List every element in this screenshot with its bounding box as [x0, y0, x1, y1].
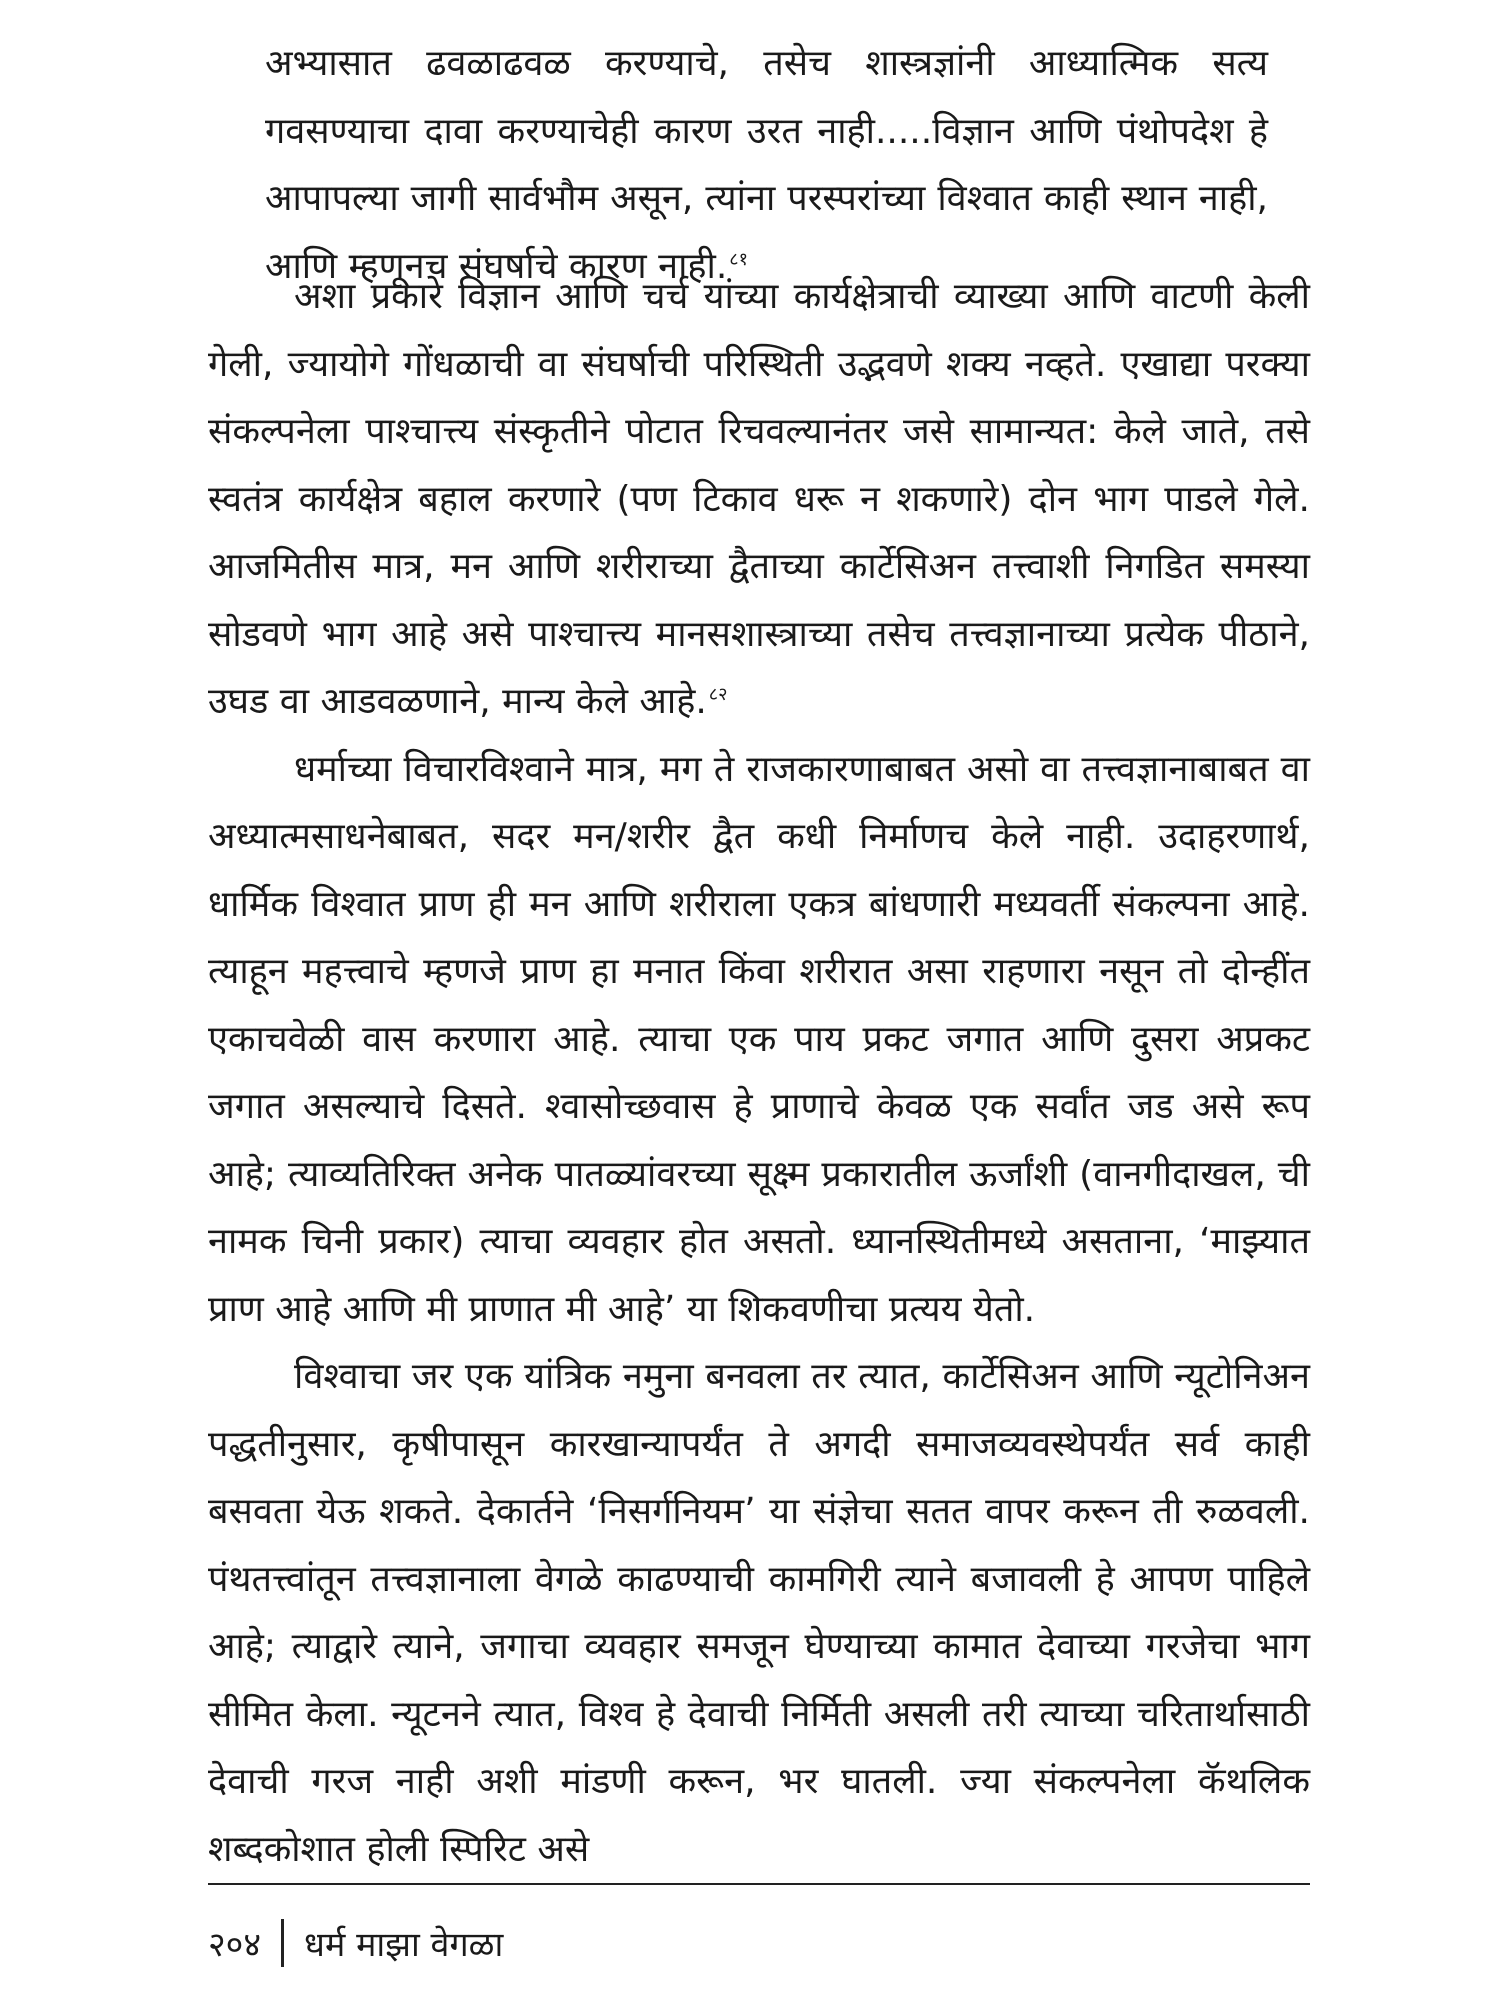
quote-text: अभ्यासात ढवळाढवळ करण्याचे, तसेच शास्त्रज्ञांनी आध्यात्मिक सत्य गवसण्याचा दावा करण्याचेही कारण उरत नाही.....विज्ञान आणि पंथोपदेश हे आपापल्या जागी सार्वभौम असून, त्यांना परस्परांच्या विश्वात काही स्थान नाही, आणि म्हणूनच संघर्षाचे कारण नाही. — [265, 43, 1268, 287]
paragraph-text: विश्वाचा जर एक यांत्रिक नमुना बनवला तर त्यात, कार्टेसिअन आणि न्यूटोनिअन पद्धतीनुसार, कृषीपासून कारखान्यापर्यंत ते अगदी समाजव्यवस्थेपर्यंत सर्व काही बसवता येऊ शकते. देकार्तने ‘निसर्गनियम’ या संज्ञेचा सतत वापर करून ती रुळवली. पंथतत्त्वांतून तत्त्वज्ञानाला वेगळे काढण्याची कामगिरी त्याने बजावली हे आपण पाहिले आहे; त्याद्वारे त्याने, जगाचा व्यवहार समजून घेण्याच्या कामात देवाच्या गरजेचा भाग सीमित केला. न्यूटनने त्यात, विश्व हे देवाची निर्मिती असली तरी त्याच्या चरितार्थासाठी देवाची गरज नाही अशी मांडणी करून, भर घातली. ज्या संकल्पनेला कॅथलिक शब्दकोशात होली स्पिरिट असे — [208, 1356, 1310, 1870]
running-title: धर्म माझा वेगळा — [304, 1925, 504, 1965]
paragraph — [208, 263, 1310, 736]
footer-separator — [281, 1919, 284, 1967]
footnote-marker: ८२ — [708, 684, 728, 705]
block-quote — [265, 30, 1268, 300]
paragraph — [208, 736, 1310, 1344]
paragraph — [208, 1343, 1310, 1883]
body-text — [208, 263, 1310, 1883]
page-footer — [208, 1918, 503, 1968]
footnote-marker: ८१ — [729, 248, 749, 270]
paragraph-text: अशा प्रकारे विज्ञान आणि चर्च यांच्या कार्यक्षेत्राची व्याख्या आणि वाटणी केली गेली, ज्यायोगे गोंधळाची वा संघर्षाची परिस्थिती उद्भवणे शक्य नव्हते. एखाद्या परक्या संकल्पनेला पाश्चात्त्य संस्कृतीने पोटात रिचवल्यानंतर जसे सामान्यत: केले जाते, तसे स्वतंत्र कार्यक्षेत्र बहाल करणारे (पण टिकाव धरू न शकणारे) दोन भाग पाडले गेले. आजमितीस मात्र, मन आणि शरीराच्या द्वैताच्या कार्टेसिअन तत्त्वाशी निगडित समस्या सोडवणे भाग आहे असे पाश्चात्त्य मानसशास्त्राच्या तसेच तत्त्वज्ञानाच्या प्रत्येक पीठाने, उघड वा आडवळणाने, मान्य केले आहे. — [208, 276, 1310, 722]
page-number: २०४ — [208, 1925, 262, 1965]
footer-divider — [208, 1883, 1310, 1885]
quote-paragraph — [265, 30, 1268, 300]
paragraph-text: धर्माच्या विचारविश्वाने मात्र, मग ते राजकारणाबाबत असो वा तत्त्वज्ञानाबाबत वा अध्यात्मसाधनेबाबत, सदर मन/शरीर द्वैत कधी निर्माणच केले नाही. उदाहरणार्थ, धार्मिक विश्वात प्राण ही मन आणि शरीराला एकत्र बांधणारी मध्यवर्ती संकल्पना आहे. त्याहून महत्त्वाचे म्हणजे प्राण हा मनात किंवा शरीरात असा राहणारा नसून तो दोन्हींत एकाचवेळी वास करणारा आहे. त्याचा एक पाय प्रकट जगात आणि दुसरा अप्रकट जगात असल्याचे दिसते. श्वासोच्छवास हे प्राणाचे केवळ एक सर्वांत जड असे रूप आहे; त्याव्यतिरिक्त अनेक पातळ्यांवरच्या सूक्ष्म प्रकारातील ऊर्जांशी (वानगीदाखल, ची नामक चिनी प्रकार) त्याचा व्यवहार होत असतो. ध्यानस्थितीमध्ये असताना, ‘माझ्यात प्राण आहे आणि मी प्राणात मी आहे’ या शिकवणीचा प्रत्यय येतो. — [208, 748, 1310, 1330]
